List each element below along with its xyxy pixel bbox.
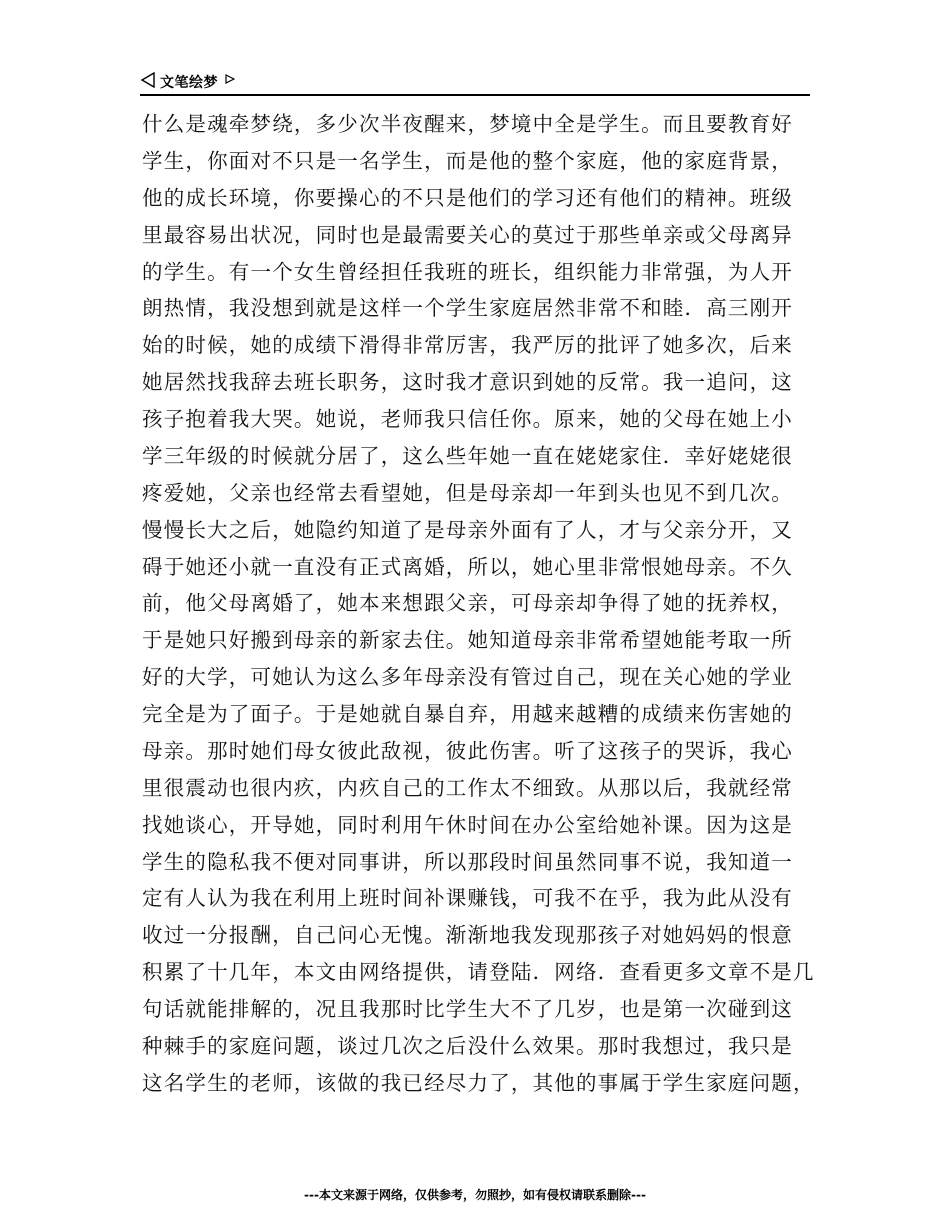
text-line: 她居然找我辞去班长职务，这时我才意识到她的反常。我一追问，这 xyxy=(142,370,793,395)
triangle-right-icon xyxy=(225,74,235,84)
text-line: 始的时候，她的成绩下滑得非常厉害，我严厉的批评了她多次，后来 xyxy=(142,333,793,358)
text-line: 孩子抱着我大哭。她说，老师我只信任你。原来，她的父母在她上小 xyxy=(142,407,793,431)
text-line: 他的成长环境，你要操心的不只是他们的学习还有他们的精神。班级 xyxy=(142,185,793,210)
text-line: 于是她只好搬到母亲的新家去住。她知道母亲非常希望她能考取一所 xyxy=(142,628,793,653)
text-line: 这名学生的老师，该做的我已经尽力了，其他的事属于学生家庭问题， xyxy=(142,1070,815,1095)
page-header xyxy=(140,70,810,96)
text-line: 里很震动也很内疚，内疚自己的工作太不细致。从那以后，我就经常 xyxy=(142,775,793,800)
text-line: 积累了十几年，本文由网络提供，请登陆．网络．查看更多文章不是几 xyxy=(142,960,815,985)
text-line: 学三年级的时候就分居了，这么些年她一直在姥姥家住．幸好姥姥很 xyxy=(142,443,793,468)
text-line: 好的大学，可她认为这么多年母亲没有管过自己，现在关心她的学业 xyxy=(142,665,793,690)
text-line: 学生，你面对不只是一名学生，而是他的整个家庭，他的家庭背景， xyxy=(142,148,793,173)
text-line: 句话就能排解的，况且我那时比学生大不了几岁，也是第一次碰到这 xyxy=(142,997,793,1021)
text-line: 种棘手的家庭问题，谈过几次之后没什么效果。那时我想过，我只是 xyxy=(142,1033,793,1058)
triangle-left-icon xyxy=(140,72,156,88)
page-footer-disclaimer: ---本文来源于网络，仅供参考，勿照抄，如有侵权请联系删除--- xyxy=(304,1188,646,1202)
text-line: 里最容易出状况，同时也是最需要关心的莫过于那些单亲或父母离异 xyxy=(142,222,793,247)
text-line: 收过一分报酬，自己问心无愧。渐渐地我发现那孩子对她妈妈的恨意 xyxy=(142,923,793,948)
text-line: 的学生。有一个女生曾经担任我班的班长，组织能力非常强，为人开 xyxy=(142,259,793,284)
text-line: 疼爱她，父亲也经常去看望她，但是母亲却一年到头也见不到几次。 xyxy=(142,480,793,505)
text-line: 什么是魂牵梦绕，多少次半夜醒来，梦境中全是学生。而且要教育好 xyxy=(142,112,793,136)
text-line: 学生的隐私我不便对同事讲，所以那段时间虽然同事不说，我知道一 xyxy=(142,849,793,874)
text-line: 完全是为了面子。于是她就自暴自弃，用越来越糟的成绩来伤害她的 xyxy=(142,702,793,726)
text-line: 定有人认为我在利用上班时间补课赚钱，可我不在乎，我为此从没有 xyxy=(142,886,793,911)
text-line: 碍于她还小就一直没有正式离婚，所以，她心里非常恨她母亲。不久 xyxy=(142,554,793,579)
text-line: 前，他父母离婚了，她本来想跟父亲，可母亲却争得了她的抚养权， xyxy=(142,591,793,616)
text-line: 朗热情，我没想到就是这样一个学生家庭居然非常不和睦．高三刚开 xyxy=(142,296,793,321)
text-line: 慢慢长大之后，她隐约知道了是母亲外面有了人，才与父亲分开，又 xyxy=(142,517,793,542)
text-line: 找她谈心，开导她，同时利用午休时间在办公室给她补课。因为这是 xyxy=(142,812,793,837)
text-line: 母亲。那时她们母女彼此敌视，彼此伤害。听了这孩子的哭诉，我心 xyxy=(142,738,793,763)
body-text xyxy=(142,106,815,1102)
header-brand: 文笔绘梦 xyxy=(160,75,218,91)
